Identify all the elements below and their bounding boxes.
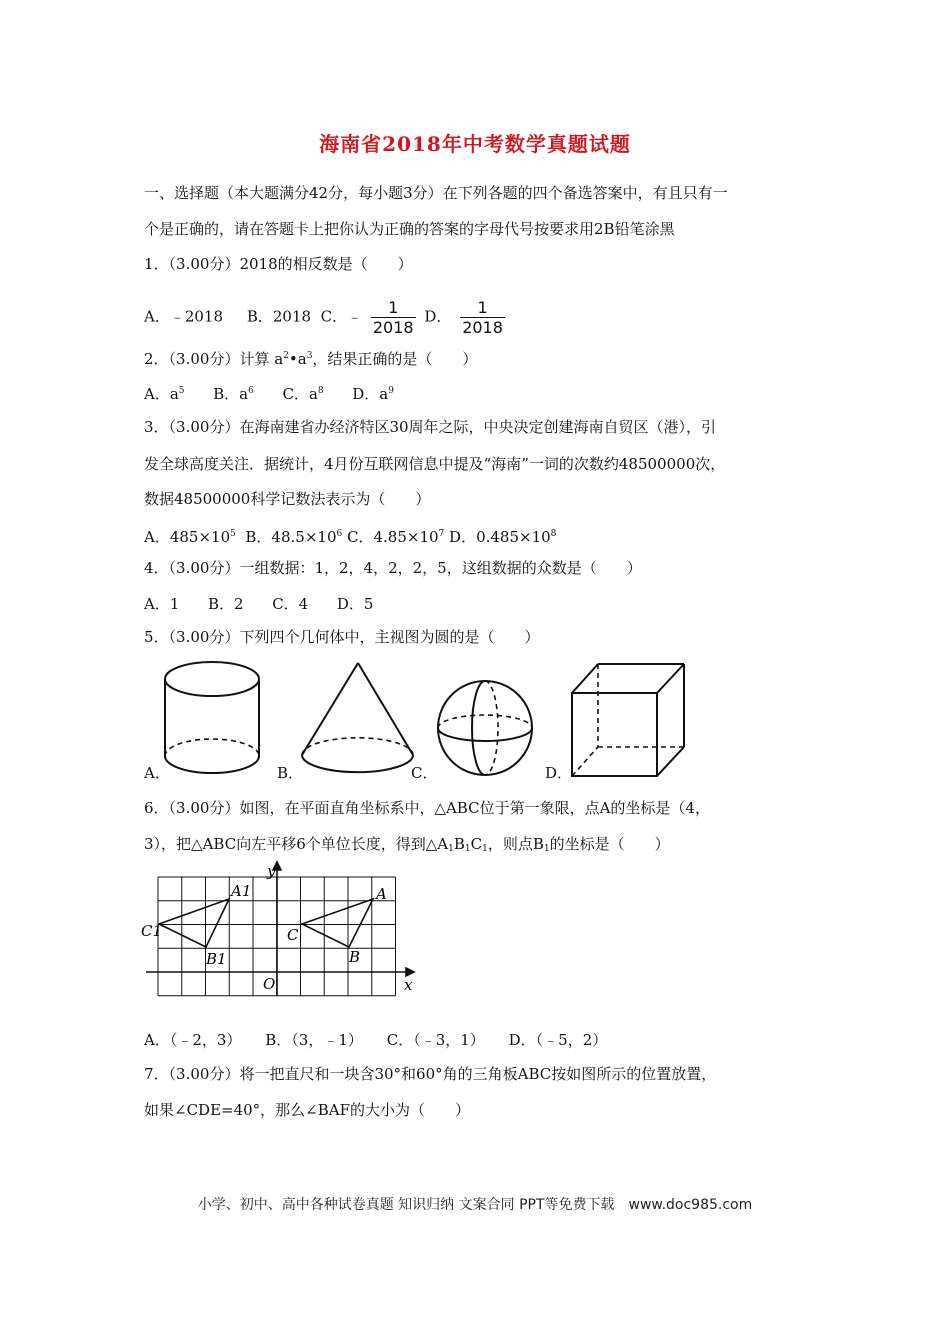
point-a-label: A	[376, 885, 387, 903]
q4-option-b: B．2	[208, 595, 244, 613]
q2-options	[144, 381, 394, 404]
q6-line2: 3），把△ABC向左平移6个单位长度，得到$\triangle A_1B_1C_1$，则点$B_1$的坐标是（ ）	[144, 835, 670, 854]
point-b1-label: B1	[206, 950, 227, 968]
triangle-abc	[302, 899, 373, 947]
q4-option-c: C．4	[272, 595, 309, 613]
x-axis-label: x	[404, 976, 413, 994]
q3-line1: 3．（3.00分）在海南建省办经济特区30周年之际，中央决定创建海南自贸区（港），引	[144, 418, 717, 436]
page-title: 海南省2018年中考数学真题试题	[319, 132, 631, 156]
q5-option-c: C．	[411, 764, 438, 782]
q2-option-c: C．$a^8$	[282, 385, 324, 403]
q3-option-a: A．$485\times 10^5$	[144, 528, 236, 546]
q3-option-d: D．$0.485\times 10^8$	[449, 528, 557, 546]
q2-stem: 2．（3.00分）计算 $a^2•a^3$，结果正确的是（ ）	[144, 350, 478, 368]
q4-stem: 4．（3.00分）一组数据：1，2，4，2，2，5，这组数据的众数是（ ）	[144, 559, 642, 577]
sphere-figure	[438, 681, 532, 775]
q1-options	[144, 298, 509, 337]
cone-figure	[302, 663, 413, 772]
q6-line1: 6．（3.00分）如图，在平面直角坐标系中，△ABC位于第一象限，点A的坐标是（4，	[144, 799, 710, 817]
q7-line2: 如果∠CDE=40°，那么∠BAF的大小为（ ）	[144, 1101, 471, 1119]
q3-option-b: B．$48.5\times 10^6$	[245, 528, 343, 546]
section-instructions-line2: 个是正确的，请在答题卡上把你认为正确的答案的字母代号按要求用2B铅笔涂黑	[144, 220, 675, 238]
page-footer: 小学、初中、高中各种试卷真题 知识归纳 文案合同 PPT等免费下载 www.doc985.com	[197, 1197, 753, 1213]
q6-option-d: D．（﹣5，2）	[508, 1031, 608, 1049]
point-a1-label: A1	[231, 882, 252, 900]
cylinder-figure	[165, 662, 259, 773]
q6-option-c: C．（﹣3，1）	[386, 1031, 485, 1049]
q3-line3: 数据48500000科学记数法表示为（ ）	[144, 490, 431, 508]
q1-option-a: A．﹣2018	[144, 307, 224, 326]
x-axis	[146, 968, 414, 976]
q6-options	[144, 1030, 607, 1050]
q4-options	[144, 594, 373, 614]
origin-label: O	[263, 975, 276, 993]
q1-option-c-label: C．﹣	[320, 307, 363, 326]
cube-figure	[572, 664, 684, 776]
q2-option-b: B．$a^6$	[213, 385, 254, 403]
triangle-a1b1c1	[159, 899, 229, 947]
q4-option-a: A．1	[144, 595, 180, 613]
q6-coordinate-grid	[140, 858, 420, 1003]
q5-option-d: D．	[545, 764, 573, 782]
q4-option-d: D．5	[336, 595, 374, 613]
q2-option-a: A．$a^5$	[144, 385, 185, 403]
q6-option-a: A．（﹣2，3）	[144, 1031, 242, 1049]
q7-line1: 7．（3.00分）将一把直尺和一块含30°和60°角的三角板ABC按如图所示的位置放置，	[144, 1065, 717, 1083]
q2-option-d: D．$a^9$	[352, 385, 394, 403]
q5-stem: 5．（3.00分）下列四个几何体中，主视图为圆的是（ ）	[144, 628, 540, 646]
q1-option-d-fraction: $\frac{1}{2018}$	[462, 298, 503, 337]
y-axis-label: y	[267, 862, 276, 880]
point-b-label: B	[349, 948, 361, 966]
q6-option-b: B．（3，﹣1）	[265, 1031, 363, 1049]
q5-option-a: A．	[144, 764, 170, 782]
q1-option-d-label: D．	[424, 307, 452, 326]
section-instructions-line1: 一、选择题（本大题满分42分，每小题3分）在下列各题的四个备选答案中，有且只有一	[144, 184, 728, 202]
point-c1-label: C1	[141, 922, 163, 940]
q3-line2: 发全球高度关注．据统计，4月份互联网信息中提及“海南”一词的次数约48500000次，	[144, 455, 726, 473]
q1-stem: 1．（3.00分）2018的相反数是（ ）	[144, 255, 413, 273]
q1-option-b: B．2018	[246, 307, 312, 326]
q1-option-c-fraction: $\frac{1}{2018}$	[372, 298, 414, 337]
q3-options	[144, 524, 556, 547]
q5-option-b: B．	[277, 764, 304, 782]
point-c-label: C	[287, 926, 299, 944]
q3-option-c: C．$4.85\times 10^7$	[347, 528, 445, 546]
